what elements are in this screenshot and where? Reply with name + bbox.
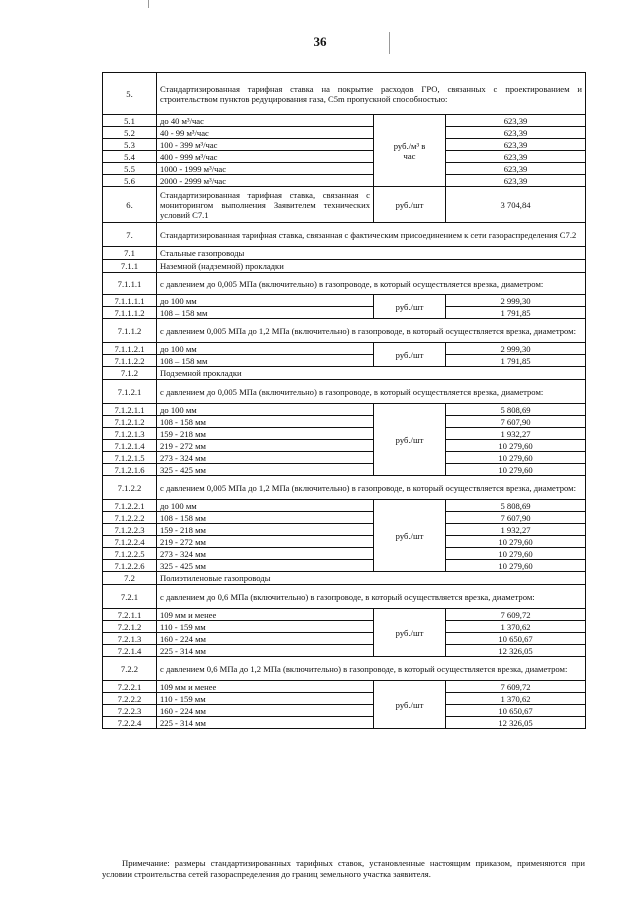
row-value: 1 932,27	[446, 524, 586, 536]
row-code: 7.1.2.2	[103, 476, 157, 500]
row-code: 7.1.1.2.2	[103, 355, 157, 367]
table-row	[103, 645, 586, 657]
table-row	[103, 657, 586, 681]
row-code: 7.1.2.1.4	[103, 440, 157, 452]
row-code: 7.1.2.2.1	[103, 500, 157, 512]
row-value: 623,39	[446, 163, 586, 175]
row-value: 1 370,62	[446, 621, 586, 633]
unit-label: руб./шт	[374, 681, 446, 729]
row-value: 3 704,84	[446, 187, 586, 223]
row-description: до 100 мм	[157, 404, 374, 416]
row-description: 108 – 158 мм	[157, 355, 374, 367]
row-description: 273 - 324 мм	[157, 548, 374, 560]
table-row	[103, 367, 586, 380]
table-row	[103, 705, 586, 717]
row-description: 325 - 425 мм	[157, 560, 374, 572]
row-code: 7.1.2.1.2	[103, 416, 157, 428]
row-value: 12 326,05	[446, 645, 586, 657]
table-row	[103, 609, 586, 621]
row-code: 7.1.2.2.4	[103, 536, 157, 548]
table-row	[103, 115, 586, 127]
table-row	[103, 260, 586, 273]
unit-label: руб./шт	[374, 295, 446, 319]
row-description: Стальные газопроводы	[157, 247, 586, 260]
row-description: 219 - 272 мм	[157, 536, 374, 548]
row-description: 160 - 224 мм	[157, 705, 374, 717]
row-value: 10 279,60	[446, 452, 586, 464]
row-description: Подземной прокладки	[157, 367, 586, 380]
row-code: 7.2.1.3	[103, 633, 157, 645]
row-description: 159 - 218 мм	[157, 524, 374, 536]
row-description: с давлением до 0,005 МПа (включительно) в газопроводе, в который осуществляется врезка, диаметром:	[157, 273, 586, 295]
row-code: 7.2.2.1	[103, 681, 157, 693]
row-value: 623,39	[446, 115, 586, 127]
table-row	[103, 585, 586, 609]
table-row	[103, 416, 586, 428]
row-code: 5.4	[103, 151, 157, 163]
row-value: 2 999,30	[446, 295, 586, 307]
row-code: 7.1.2.1.3	[103, 428, 157, 440]
row-description: 40 - 99 м³/час	[157, 127, 374, 139]
row-value: 7 607,90	[446, 512, 586, 524]
table-row	[103, 343, 586, 355]
row-value: 7 607,90	[446, 416, 586, 428]
row-value: 10 650,67	[446, 633, 586, 645]
row-code: 7.1.2.2.2	[103, 512, 157, 524]
row-code: 7.2.1.4	[103, 645, 157, 657]
tariff-table	[102, 72, 586, 729]
unit-cell	[374, 115, 446, 187]
row-value: 10 279,60	[446, 440, 586, 452]
unit-label: руб./шт	[374, 609, 446, 657]
row-description: Стандартизированная тарифная ставка, связанная с фактическим присоединением к сети газораспределения C7.2	[157, 223, 586, 247]
unit-label: руб./м³ в	[393, 140, 426, 151]
row-value: 10 279,60	[446, 548, 586, 560]
row-code: 5.3	[103, 139, 157, 151]
row-code: 7.1.1.2.1	[103, 343, 157, 355]
row-code: 7.1.1.1.2	[103, 307, 157, 319]
table-row	[103, 524, 586, 536]
row-code: 7.2.1	[103, 585, 157, 609]
table-row	[103, 633, 586, 645]
table-row	[103, 428, 586, 440]
row-code: 7.2.2	[103, 657, 157, 681]
table-row	[103, 693, 586, 705]
row-description: до 40 м³/час	[157, 115, 374, 127]
row-code: 7.1.1.2	[103, 319, 157, 343]
table-row	[103, 139, 586, 151]
row-description: 109 мм и менее	[157, 609, 374, 621]
row-code: 5.	[103, 73, 157, 115]
footnote: Примечание: размеры стандартизированных тарифных ставок, установленные настоящим приказом, применяются при условии строительства сетей газораспределения до границ земельного участка заявителя.	[102, 858, 585, 879]
row-description: 2000 - 2999 м³/час	[157, 175, 374, 187]
row-code: 7.1.1	[103, 260, 157, 273]
unit-label: руб./шт	[374, 343, 446, 367]
table-row	[103, 512, 586, 524]
table-row	[103, 717, 586, 729]
table-row	[103, 548, 586, 560]
table-row	[103, 464, 586, 476]
row-value: 7 609,72	[446, 681, 586, 693]
page-number: 36	[313, 34, 327, 49]
table-row	[103, 681, 586, 693]
row-code: 7.2	[103, 572, 157, 585]
row-value: 623,39	[446, 151, 586, 163]
row-code: 5.2	[103, 127, 157, 139]
row-value: 10 279,60	[446, 560, 586, 572]
row-value: 1 370,62	[446, 693, 586, 705]
row-description: до 100 мм	[157, 343, 374, 355]
row-description: 225 - 314 мм	[157, 645, 374, 657]
row-description: 160 - 224 мм	[157, 633, 374, 645]
row-value: 10 650,67	[446, 705, 586, 717]
unit-label: руб./шт	[374, 500, 446, 572]
row-code: 7.1.2	[103, 367, 157, 380]
table-row	[103, 572, 586, 585]
table-row	[103, 560, 586, 572]
row-code: 6.	[103, 187, 157, 223]
table-row	[103, 151, 586, 163]
table-row	[103, 223, 586, 247]
row-code: 7.1.2.2.5	[103, 548, 157, 560]
row-code: 7.1.2.1.6	[103, 464, 157, 476]
row-description: Стандартизированная тарифная ставка, связанная с мониторингом выполнения Заявителем технических условий C7.1	[157, 187, 374, 223]
row-value: 1 791,85	[446, 355, 586, 367]
row-value: 5 808,69	[446, 500, 586, 512]
row-code: 7.1.2.1	[103, 380, 157, 404]
row-value: 623,39	[446, 175, 586, 187]
row-description: с давлением до 0,005 МПа (включительно) в газопроводе, в который осуществляется врезка, диаметром:	[157, 380, 586, 404]
row-code: 5.6	[103, 175, 157, 187]
row-code: 7.1.2.1.1	[103, 404, 157, 416]
row-value: 623,39	[446, 139, 586, 151]
row-description: 225 - 314 мм	[157, 717, 374, 729]
row-description: 1000 - 1999 м³/час	[157, 163, 374, 175]
unit-label: руб./шт	[374, 404, 446, 476]
table-row	[103, 295, 586, 307]
table-row	[103, 247, 586, 260]
row-description: до 100 мм	[157, 295, 374, 307]
row-description: 108 - 158 мм	[157, 416, 374, 428]
row-description: Полиэтиленовые газопроводы	[157, 572, 586, 585]
row-code: 7.2.2.3	[103, 705, 157, 717]
row-description: 400 - 999 м³/час	[157, 151, 374, 163]
row-description: Стандартизированная тарифная ставка на покрытие расходов ГРО, связанных с проектированием и строительством пунктов редуцирования газа, C5m пропускной способностью:	[157, 73, 586, 115]
row-code: 7.1.1.1.1	[103, 295, 157, 307]
row-description: 110 - 159 мм	[157, 621, 374, 633]
row-description: с давлением до 0,6 МПа (включительно) в газопроводе, в который осуществляется врезка, диаметром:	[157, 585, 586, 609]
unit-label: час	[403, 150, 416, 161]
table-row	[103, 380, 586, 404]
row-code: 7.2.1.2	[103, 621, 157, 633]
table-row	[103, 175, 586, 187]
table-row	[103, 273, 586, 295]
row-code: 7.1.2.2.6	[103, 560, 157, 572]
scan-mark-top	[148, 0, 149, 8]
unit-label: руб./шт	[374, 187, 446, 223]
row-value: 10 279,60	[446, 464, 586, 476]
row-value: 2 999,30	[446, 343, 586, 355]
row-description: 100 - 399 м³/час	[157, 139, 374, 151]
row-code: 7.	[103, 223, 157, 247]
row-code: 7.2.2.2	[103, 693, 157, 705]
table-row	[103, 307, 586, 319]
row-description: 108 - 158 мм	[157, 512, 374, 524]
row-code: 7.1.2.2.3	[103, 524, 157, 536]
row-code: 7.1	[103, 247, 157, 260]
row-description: 108 – 158 мм	[157, 307, 374, 319]
row-value: 623,39	[446, 127, 586, 139]
row-description: 110 - 159 мм	[157, 693, 374, 705]
row-description: 219 - 272 мм	[157, 440, 374, 452]
row-description: 159 - 218 мм	[157, 428, 374, 440]
table-row	[103, 187, 586, 223]
row-value: 5 808,69	[446, 404, 586, 416]
row-value: 1 791,85	[446, 307, 586, 319]
row-value: 10 279,60	[446, 536, 586, 548]
row-code: 5.1	[103, 115, 157, 127]
table-row	[103, 500, 586, 512]
row-description: 109 мм и менее	[157, 681, 374, 693]
table-row	[103, 319, 586, 343]
row-code: 5.5	[103, 163, 157, 175]
row-code: 7.1.2.1.5	[103, 452, 157, 464]
row-description: с давлением 0,005 МПа до 1,2 МПа (включительно) в газопроводе, в который осуществляется врезка, диаметром:	[157, 476, 586, 500]
row-description: Наземной (надземной) прокладки	[157, 260, 586, 273]
table-row	[103, 355, 586, 367]
table-row	[103, 452, 586, 464]
row-description: с давлением 0,6 МПа до 1,2 МПа (включительно) в газопроводе, в который осуществляется врезка, диаметром:	[157, 657, 586, 681]
row-code: 7.2.2.4	[103, 717, 157, 729]
table-row	[103, 621, 586, 633]
table-row	[103, 476, 586, 500]
row-description: 273 - 324 мм	[157, 452, 374, 464]
row-description: до 100 мм	[157, 500, 374, 512]
row-description: 325 - 425 мм	[157, 464, 374, 476]
table-row	[103, 404, 586, 416]
row-code: 7.1.1.1	[103, 273, 157, 295]
table-row	[103, 73, 586, 115]
table-row	[103, 163, 586, 175]
table-row	[103, 127, 586, 139]
row-description: с давлением 0,005 МПа до 1,2 МПа (включительно) в газопроводе, в который осуществляется врезка, диаметром:	[157, 319, 586, 343]
row-value: 12 326,05	[446, 717, 586, 729]
table-row	[103, 536, 586, 548]
row-value: 1 932,27	[446, 428, 586, 440]
table-row	[103, 440, 586, 452]
row-code: 7.2.1.1	[103, 609, 157, 621]
row-value: 7 609,72	[446, 609, 586, 621]
